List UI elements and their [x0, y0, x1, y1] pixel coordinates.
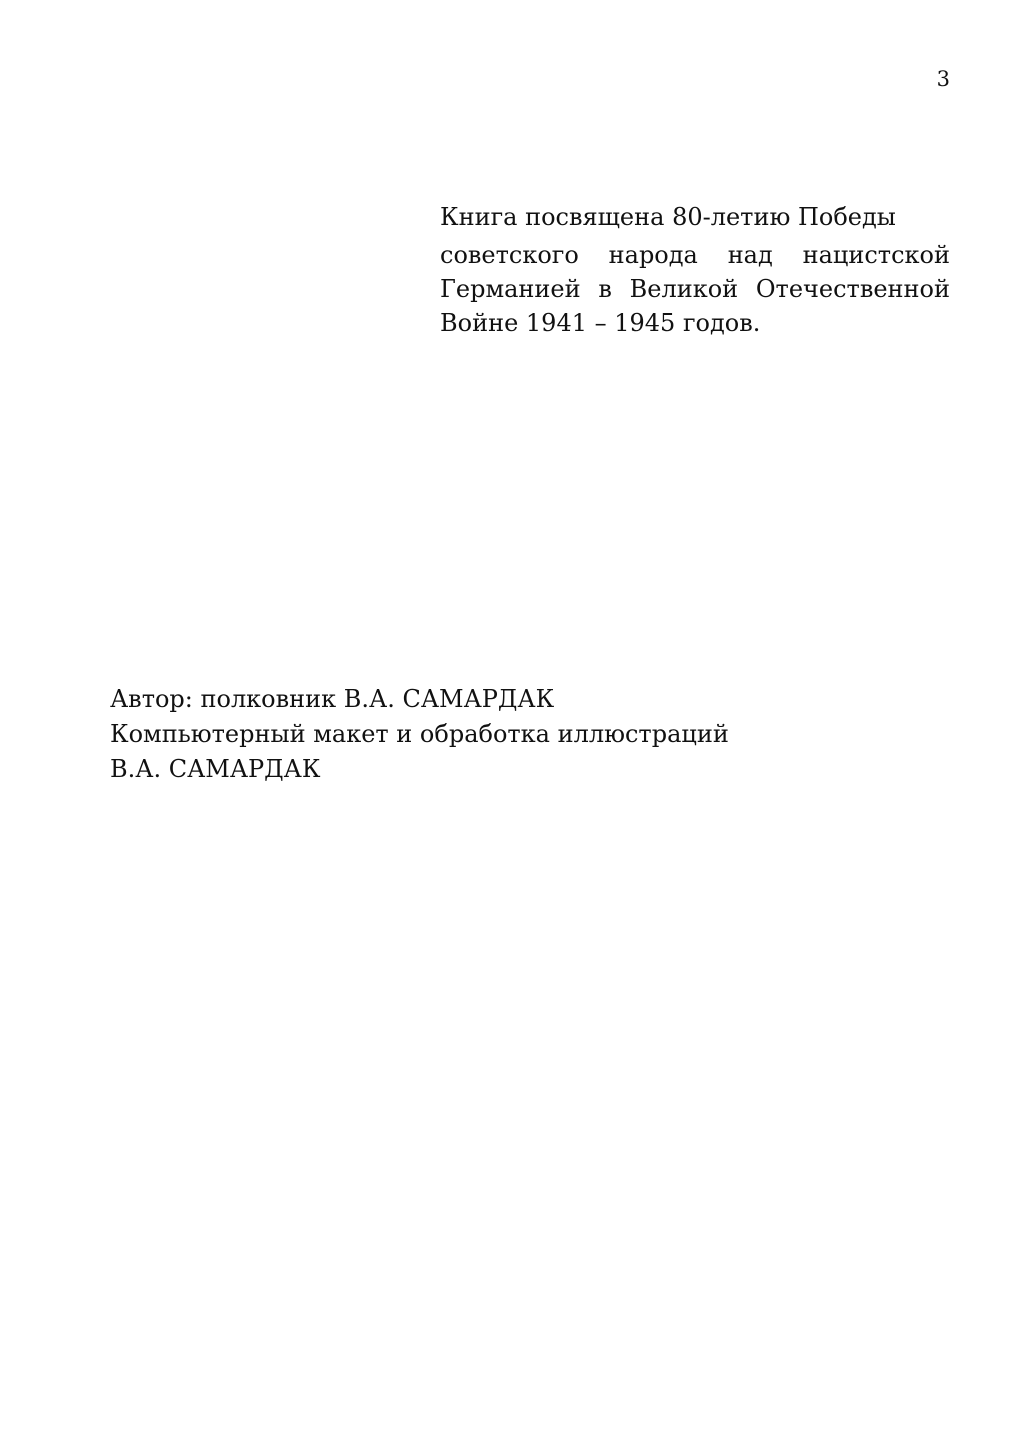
dedication-word: народа: [608, 241, 698, 269]
dedication-word: Великой: [629, 275, 739, 303]
dedication-line-4: Войне 1941 – 1945 годов.: [440, 309, 761, 337]
author-credit: Автор: полковник В.А. САМАРДАК: [110, 685, 555, 713]
credits-block: [110, 682, 910, 787]
dedication-word: нацистской: [802, 241, 950, 269]
dedication-word: Германией: [440, 275, 581, 303]
dedication-line-3: [440, 272, 950, 306]
dedication-line-2: [440, 238, 950, 272]
dedication-word: советского: [440, 241, 579, 269]
dedication-word: в: [598, 275, 612, 303]
layout-credit: Компьютерный макет и обработка иллюстраций: [110, 720, 729, 748]
dedication-block: [440, 200, 950, 340]
dedication-word: Отечественной: [755, 275, 950, 303]
layout-credit-name: В.А. САМАРДАК: [110, 755, 321, 783]
dedication-word: над: [727, 241, 773, 269]
page-number: 3: [936, 67, 950, 91]
dedication-line-1: Книга посвящена 80-летию Победы: [440, 203, 896, 231]
